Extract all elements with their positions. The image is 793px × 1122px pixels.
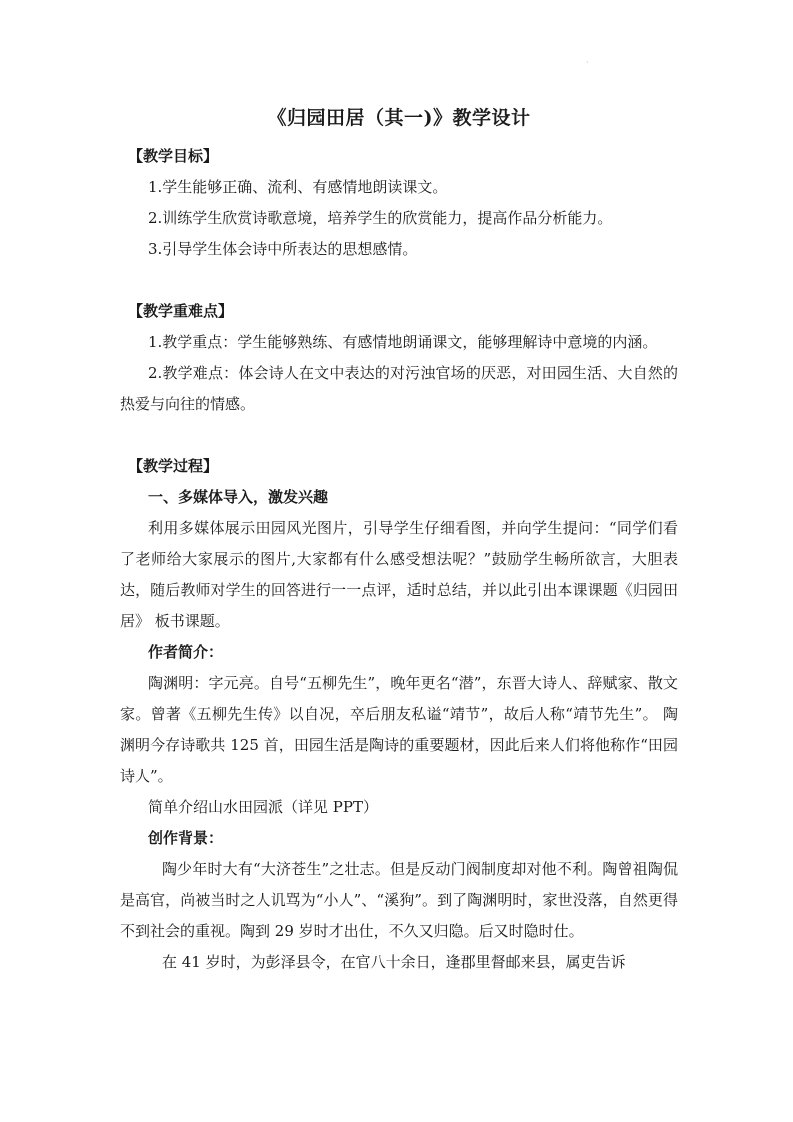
- step1-title: 一、多媒体导入，激发兴趣: [148, 488, 329, 506]
- goal-item-2: 2.训练学生欣赏诗歌意境，培养学生的欣赏能力，提高作品分析能力。: [148, 209, 613, 227]
- author-title: 作者简介：: [148, 643, 224, 661]
- background-paragraph-1: 陶少年时大有“大济苍生”之壮志。但是反动门阀制度却对他不利。陶曾祖陶侃是高官，尚被当时之人讥骂为“小人”、“溪狗”。到了陶渊明时，家世没落，自然更得不到社会的重视。陶到 29 岁时才出仕，不久又归隐。后又时隐时仕。: [120, 860, 678, 940]
- page-title: 《归园田居（其一)》教学设计: [267, 107, 531, 129]
- document-body: [120, 103, 678, 978]
- author-paragraph: 陶渊明：字元亮。自号“五柳先生”，晚年更名“潜”，东晋大诗人、辞赋家、散文家。曾著《五柳先生传》以自况，卒后朋友私谥“靖节”，故后人称“靖节先生”。 陶渊明今存诗歌共 125 首，田园生活是陶诗的重要题材，因此后来人们将他称作“田园诗人”。: [120, 674, 678, 785]
- school-note: 简单介绍山水田园派（详见 PPT）: [148, 798, 378, 816]
- goal-item-1: 1.学生能够正确、流利、有感情地朗读课文。: [148, 178, 448, 196]
- background-title: 创作背景：: [148, 829, 224, 847]
- process-heading: 【教学过程】: [128, 457, 219, 475]
- goal-item-3: 3.引导学生体会诗中所表达的思想感情。: [148, 240, 418, 258]
- spacer: [120, 420, 678, 451]
- spacer: [120, 265, 678, 296]
- key-point-2: 2.教学难点：体会诗人在文中表达的对污浊官场的厌恶，对田园生活、大自然的热爱与向往的情感。: [120, 364, 678, 413]
- background-paragraph-2: 在 41 岁时，为彭泽县令，在官八十余日，逢郡里督邮来县，属吏告诉: [162, 953, 626, 971]
- key-points-heading: 【教学重难点】: [128, 302, 234, 320]
- step1-paragraph: 利用多媒体展示田园风光图片，引导学生仔细看图，并向学生提问：“同学们看了老师给大家展示的图片,大家都有什么感受想法呢？”鼓励学生畅所欲言，大胆表达，随后教师对学生的回答进行一一点评，适时总结，并以此引出本课课题《归园田居》 板书课题。: [120, 519, 678, 630]
- corner-mark: ·: [586, 58, 589, 67]
- key-point-1: 1.教学重点：学生能够熟练、有感情地朗诵课文，能够理解诗中意境的内涵。: [148, 333, 658, 351]
- goals-heading: 【教学目标】: [128, 147, 219, 165]
